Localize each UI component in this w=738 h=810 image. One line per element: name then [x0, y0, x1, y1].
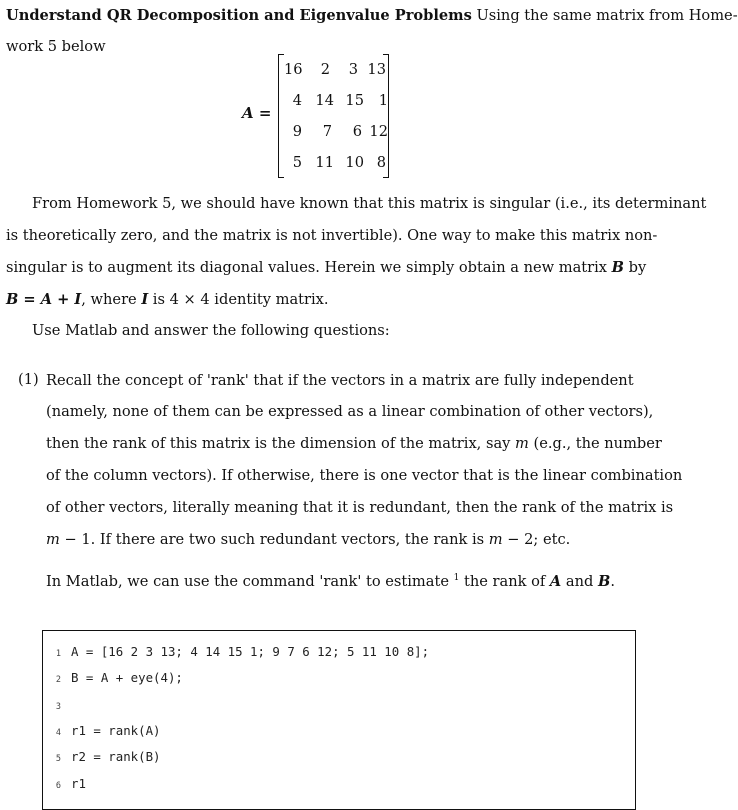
matrix-row	[284, 154, 384, 174]
text: then the rank of this matrix is the dimension of the matrix, say	[46, 435, 516, 452]
matrix-row	[284, 92, 388, 112]
line-number: 6	[55, 781, 61, 791]
heading-text-cont: work 5 below	[6, 38, 106, 55]
paragraph-1-line: From Homework 5, we should have known that this matrix is singular (i.e., its determinant	[32, 195, 707, 212]
matrix-cell: 9	[292, 123, 302, 140]
matrix-cell: 6	[352, 123, 362, 140]
list-item-line	[46, 568, 631, 592]
code-text: B = A + eye(4);	[71, 670, 183, 685]
math-B: B	[611, 259, 625, 276]
list-item-line: of the column vectors). If otherwise, there is one vector that is the linear combination	[46, 467, 683, 484]
matrix-label: A =	[242, 104, 272, 122]
code-text: r1 = rank(A)	[71, 723, 161, 738]
equation-B: B = A + I	[6, 291, 82, 308]
code-line	[43, 748, 161, 766]
code-text: r2 = rank(B)	[71, 749, 161, 764]
math-m: m	[515, 435, 529, 452]
code-line	[43, 696, 71, 714]
paragraph-2: Use Matlab and answer the following questions:	[32, 322, 390, 339]
matrix-cell: 13	[367, 61, 386, 78]
math-m: m	[46, 531, 60, 548]
text: (e.g., the number	[528, 435, 662, 452]
text: .	[610, 572, 615, 590]
text: the rank of	[459, 572, 550, 590]
matrix-A	[278, 54, 389, 178]
line-number: 5	[55, 754, 61, 764]
matrix-cell: 14	[315, 92, 334, 109]
matrix-cell: 16	[284, 61, 303, 78]
line-number: 4	[55, 728, 61, 738]
code-text: r1	[71, 776, 86, 791]
matrix-cell: 3	[348, 61, 358, 78]
text: In Matlab, we can use the command 'rank' to estimate	[46, 572, 454, 590]
line-number: 2	[55, 675, 61, 685]
math-I: I	[141, 291, 149, 308]
list-item-number: (1)	[18, 371, 39, 388]
matrix-cell: 1	[378, 92, 388, 109]
line-number: 1	[55, 649, 61, 659]
paragraph-1-line: is theoretically zero, and the matrix is not invertible). One way to make this matrix non-	[6, 227, 658, 244]
matrix-row	[284, 61, 384, 81]
code-line	[43, 722, 161, 740]
list-item-line	[46, 434, 662, 454]
matrix-cell: 12	[369, 123, 388, 140]
code-line	[43, 775, 86, 793]
matrix-cell: 8	[376, 154, 386, 171]
list-item-line: of other vectors, literally meaning that it is redundant, then the rank of the matrix is	[46, 499, 674, 516]
matrix-cell: 15	[345, 92, 364, 109]
code-listing	[42, 630, 636, 810]
list-item-line	[46, 530, 631, 550]
matrix-row	[284, 123, 388, 143]
paragraph-1-line	[6, 258, 647, 278]
line-number: 3	[55, 702, 61, 712]
matrix-cell: 7	[322, 123, 332, 140]
matrix-cell: 11	[315, 154, 334, 171]
paragraph-1-line	[6, 290, 634, 310]
code-line	[43, 643, 429, 661]
text: − 2; etc.	[502, 531, 571, 548]
matrix-cell: 10	[345, 154, 364, 171]
text: and	[561, 572, 598, 590]
math-m: m	[488, 531, 503, 548]
math-A: A	[549, 572, 562, 590]
matrix-cell: 2	[320, 61, 330, 78]
code-text: A = [16 2 3 13; 4 14 15 1; 9 7 6 12; 5 11 10 8];	[71, 644, 430, 659]
list-item-line: Recall the concept of 'rank' that if the vectors in a matrix are fully independent	[46, 372, 634, 389]
text: − 1. If there are two such redundant vectors, the rank is	[59, 531, 489, 548]
footnote-marker[interactable]: 1	[453, 573, 460, 583]
heading-text: Using the same matrix from Home-	[471, 7, 738, 24]
text: singular is to augment its diagonal values. Herein we simply obtain a new matrix	[6, 259, 612, 276]
text: by	[624, 259, 647, 276]
math-B: B	[597, 572, 611, 590]
text: , where	[81, 291, 142, 308]
heading-line-1	[6, 6, 738, 26]
text: is 4 × 4 identity matrix.	[148, 291, 329, 308]
code-line	[43, 669, 183, 687]
matrix-cell: 4	[292, 92, 302, 109]
matrix-cell: 5	[292, 154, 302, 171]
list-item-line: (namely, none of them can be expressed as a linear combination of other vectors),	[46, 403, 654, 420]
section-title: Understand QR Decomposition and Eigenvalue Problems	[6, 7, 472, 24]
